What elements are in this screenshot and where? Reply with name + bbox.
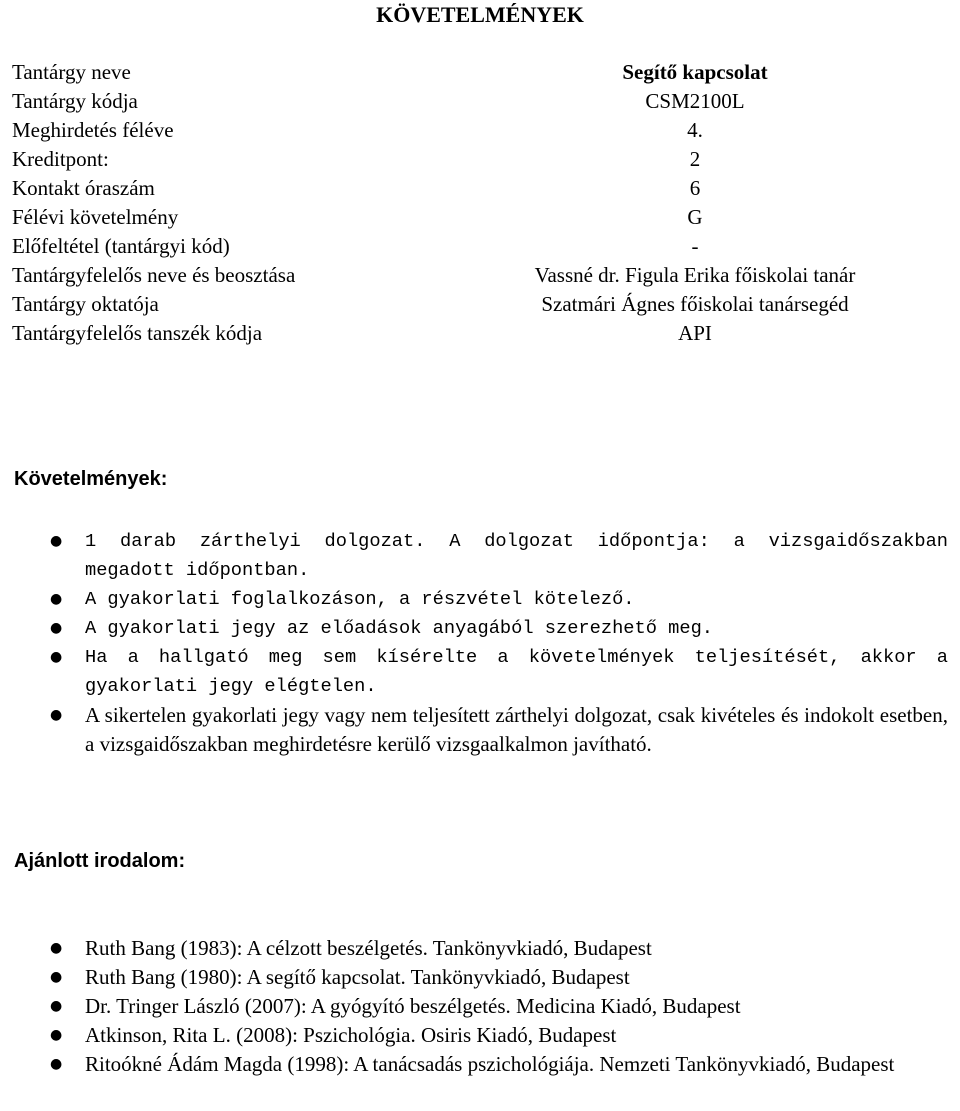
info-label: Tantárgyfelelős tanszék kódja [12, 321, 263, 345]
bullet-icon: ● [50, 1027, 63, 1043]
info-row-course-name [12, 58, 948, 87]
requirements-heading: Követelmények: [14, 468, 168, 490]
info-row-course-code [12, 87, 948, 116]
list-item [0, 614, 960, 643]
list-item-text: Ritoókné Ádám Magda (1998): A tanácsadás pszichológiája. Nemzeti Tankönyvkiadó, Budapest [85, 1052, 895, 1076]
list-item-text: Ha a hallgató meg sem kísérelte a követelmények teljesítését, akkor a gyakorlati jegy elégtelen. [85, 646, 948, 697]
list-item [0, 1050, 960, 1079]
info-value: Vassné dr. Figula Erika főiskolai tanár [534, 263, 856, 287]
bullet-icon: ● [50, 1056, 63, 1072]
literature-list [0, 934, 960, 1079]
info-row-responsible [12, 261, 948, 290]
list-item [0, 643, 960, 701]
info-label: Tantárgy kódja [12, 89, 138, 113]
bullet-icon: ● [50, 969, 63, 985]
info-value: 6 [689, 176, 701, 200]
list-item [0, 701, 960, 759]
bullet-icon: ● [50, 620, 63, 636]
list-item-text: Dr. Tringer László (2007): A gyógyító beszélgetés. Medicina Kiadó, Budapest [85, 994, 741, 1018]
info-label: Tantárgyfelelős neve és beosztása [12, 263, 296, 287]
info-row-credits [12, 145, 948, 174]
list-item-text: 1 darab zárthelyi dolgozat. A dolgozat időpontja: a vizsgaidőszakban megadott időpontban. [85, 530, 948, 581]
info-row-contact-hours [12, 174, 948, 203]
list-item-text: A gyakorlati jegy az előadások anyagából szerezhető meg. [85, 617, 714, 639]
info-label: Tantárgy oktatója [12, 292, 159, 316]
info-value: G [687, 205, 703, 229]
literature-heading: Ajánlott irodalom: [14, 850, 186, 872]
info-row-instructor [12, 290, 948, 319]
info-row-semester [12, 116, 948, 145]
info-value: CSM2100L [645, 89, 745, 113]
bullet-icon: ● [50, 591, 63, 607]
list-item [0, 585, 960, 614]
list-item-text: Atkinson, Rita L. (2008): Pszichológia. Osiris Kiadó, Budapest [85, 1023, 617, 1047]
list-item-text: A gyakorlati foglalkozáson, a részvétel kötelező. [85, 588, 635, 610]
list-item [0, 992, 960, 1021]
info-value: - [691, 234, 699, 258]
bullet-icon: ● [50, 998, 63, 1014]
bullet-icon: ● [50, 533, 63, 549]
info-label: Tantárgy neve [12, 60, 131, 84]
info-row-department-code [12, 319, 948, 348]
info-label: Félévi követelmény [12, 205, 179, 229]
list-item [0, 963, 960, 992]
info-value: 2 [689, 147, 701, 171]
info-value: 4. [687, 118, 703, 142]
info-value: Segítő kapcsolat [622, 60, 768, 84]
list-item-text: Ruth Bang (1983): A célzott beszélgetés. Tankönyvkiadó, Budapest [85, 936, 652, 960]
info-row-prerequisite [12, 232, 948, 261]
info-label: Kontakt óraszám [12, 176, 155, 200]
list-item [0, 1021, 960, 1050]
course-info-table [12, 58, 948, 348]
bullet-icon: ● [50, 940, 63, 956]
bullet-icon: ● [50, 707, 63, 723]
info-label: Kreditpont: [12, 147, 109, 171]
info-value: Szatmári Ágnes főiskolai tanársegéd [541, 292, 849, 316]
info-label: Meghirdetés féléve [12, 118, 174, 142]
bullet-icon: ● [50, 649, 63, 665]
list-item [0, 934, 960, 963]
info-label: Előfeltétel (tantárgyi kód) [12, 234, 230, 258]
list-item [0, 527, 960, 585]
info-value: API [678, 321, 712, 345]
list-item-text: A sikertelen gyakorlati jegy vagy nem teljesített zárthelyi dolgozat, csak kivételes és indokolt esetben, a vizsgaidőszakban meghirdetésre kerülő vizsgaalkalmon javítható. [85, 703, 948, 756]
info-row-requirement-type [12, 203, 948, 232]
page-title: KÖVETELMÉNYEK [376, 2, 584, 27]
requirements-list [0, 527, 960, 759]
list-item-text: Ruth Bang (1980): A segítő kapcsolat. Tankönyvkiadó, Budapest [85, 965, 630, 989]
